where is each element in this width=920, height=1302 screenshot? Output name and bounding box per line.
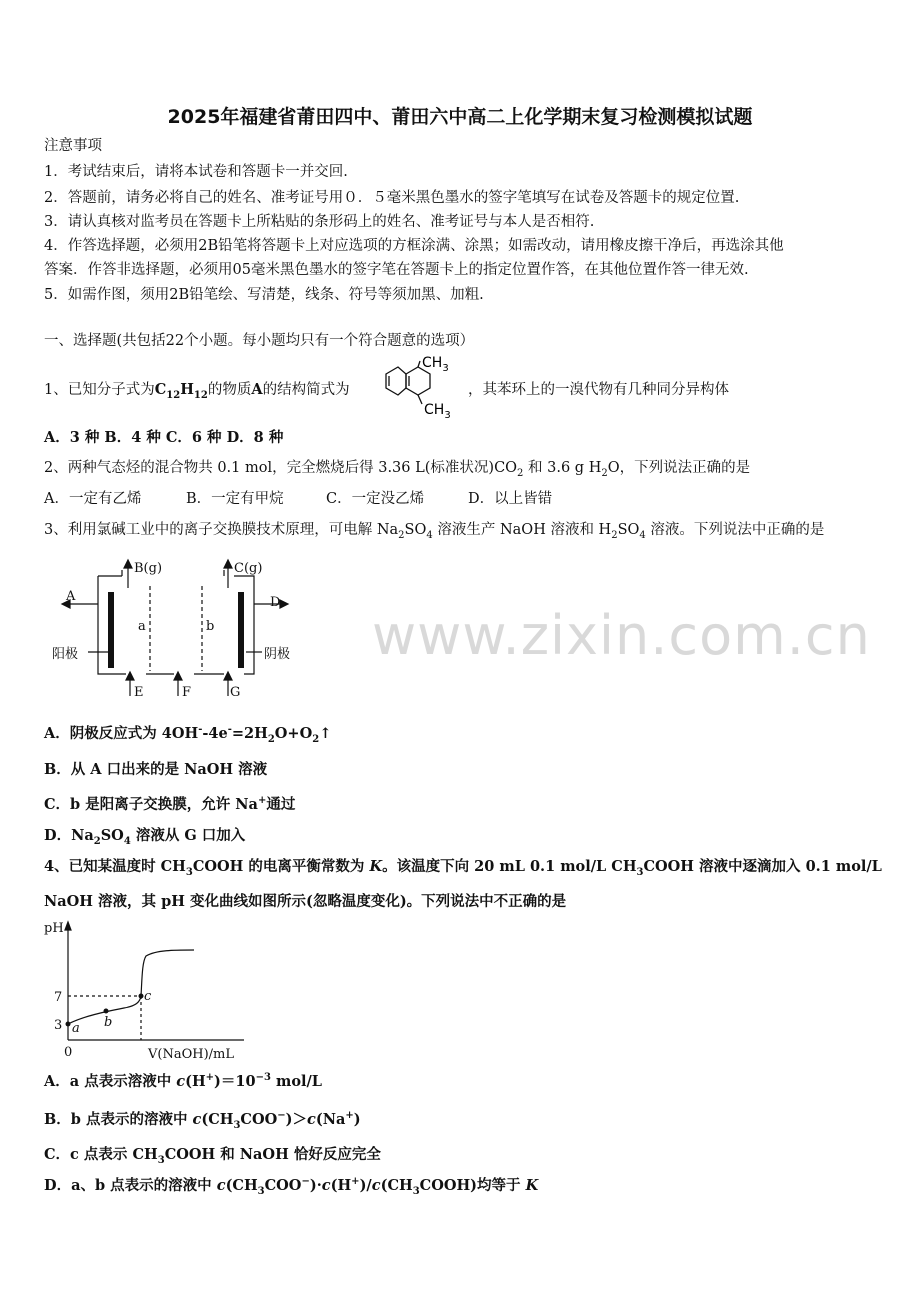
label-b-gas: B(g): [134, 561, 163, 576]
ph-curve: [68, 950, 194, 1024]
q2-option-a: A．一定有乙烯: [44, 491, 142, 507]
y-axis-label: pH: [44, 921, 64, 936]
ph-titration-chart: [44, 920, 254, 1065]
notice-item-4-cont: 答案．作答非选择题，必须用05毫米黑色墨水的签字笔在答题卡上的指定位置作答，在其他位置作答一律无效.: [44, 262, 749, 278]
label-g: G: [230, 685, 241, 700]
label-a: A: [66, 589, 76, 604]
label-d: D: [270, 595, 281, 610]
label-c-gas: C(g): [234, 561, 263, 576]
q2-stem: 2、两种气态烃的混合物共 0.1 mol，完全燃烧后得 3.36 L(标准状况)$CO_2$ 和 3.6 g $H_2O$，下列说法正确的是: [44, 460, 751, 479]
watermark-text: www.zixin.com.cn: [372, 604, 871, 667]
point-b: [104, 1009, 109, 1014]
q1-stem-end: ，其苯环上的一溴代物有几种同分异构体: [468, 382, 729, 398]
label-cathode: 阴极: [264, 647, 291, 662]
q3-option-d: D．$Na_2SO_4$ 溶液从 G 口加入: [44, 827, 246, 847]
electrolysis-cell-diagram: [48, 556, 308, 706]
point-c: [139, 994, 144, 999]
ytick-7: 7: [54, 990, 63, 1005]
mol-methyl-top: $CH_3$: [422, 355, 449, 374]
dimethylnaphthalene-structure: [384, 354, 464, 426]
q4-option-d: D．a、b 点表示的溶液中 $c(CH_3COO^-)\cdot c(H^+)/c(CH_3COOH)$均等于 K: [44, 1176, 539, 1197]
notice-heading: 注意事项: [44, 138, 102, 154]
label-membrane-a: a: [138, 619, 146, 634]
page-title: 2025年福建省莆田四中、莆田六中高二上化学期末复习检测模拟试题: [167, 106, 753, 128]
x-axis-label: V(NaOH)/mL: [148, 1047, 234, 1062]
point-a: [66, 1022, 71, 1027]
q3-option-c: C．b 是阳离子交换膜，允许 Na+通过: [44, 795, 296, 813]
label-e: E: [134, 685, 144, 700]
q3-option-b: B．从 A 口出来的是 NaOH 溶液: [44, 761, 268, 778]
label-anode: 阳极: [52, 647, 79, 662]
label-a-point: a: [72, 1021, 80, 1036]
q4-option-b: B．b 点表示的溶液中 $c(CH_3COO^-)>c(Na^+)$: [44, 1110, 361, 1131]
notice-item-3: 3．请认真核对监考员在答题卡上所粘贴的条形码上的姓名、准考证号与本人是否相符.: [44, 214, 595, 230]
q4-stem-line2: NaOH 溶液，其 pH 变化曲线如图所示(忽略温度变化)。下列说法中不正确的是: [44, 893, 567, 910]
ytick-3: 3: [54, 1018, 63, 1033]
notice-item-1: 1．考试结束后，请将本试卷和答题卡一并交回.: [44, 164, 348, 180]
q2-option-d: D．以上皆错: [468, 491, 553, 507]
notice-item-4: 4．作答选择题，必须用2B铅笔将答题卡上对应选项的方框涂满、涂黑；如需改动，请用橡皮擦干净后，再选涂其他: [44, 238, 784, 254]
q3-stem: 3、利用氯碱工业中的离子交换膜技术原理，可电解 $Na_2SO_4$ 溶液生产 NaOH 溶液和 $H_2SO_4$ 溶液。下列说法中正确的是: [44, 522, 825, 541]
q4-option-c: C．c 点表示 $CH_3COOH$ 和 NaOH 恰好反应完全: [44, 1146, 381, 1166]
anode-electrode: [108, 592, 114, 668]
q3-option-a: A．阴极反应式为 $4OH^--4e^-=2H_2O+O_2↑$: [44, 724, 332, 745]
label-c-point: c: [144, 989, 152, 1004]
mol-methyl-bottom: $CH_3$: [424, 402, 451, 421]
notice-item-5: 5．如需作图，须用2B铅笔绘、写清楚，线条、符号等须加黑、加粗.: [44, 287, 484, 303]
q4-option-a: A．a 点表示溶液中 $c(H^+)=10^{-3}$ mol/L: [44, 1072, 322, 1090]
q2-option-b: B．一定有甲烷: [186, 491, 284, 507]
label-f: F: [182, 685, 192, 700]
origin-label: 0: [64, 1045, 73, 1060]
q1-options: A．3 种 B．4 种 C．6 种 D．8 种: [44, 429, 284, 446]
q4-stem-line1: 4、已知某温度时 $CH_3COOH$ 的电离平衡常数为 K。该温度下向 20 mL 0.1 mol/L $CH_3COOH$ 溶液中逐滴加入 0.1 mol/L: [44, 858, 882, 878]
notice-item-2: 2．答题前，请务必将自己的姓名、准考证号用０．５毫米黑色墨水的签字笔填写在试卷及答题卡的规定位置.: [44, 190, 740, 206]
q2-option-c: C．一定没乙烯: [326, 491, 425, 507]
q1-stem: 1、已知分子式为$C_{12}H_{12}$的物质A的结构简式为: [44, 381, 350, 401]
label-b-point: b: [104, 1015, 113, 1030]
label-membrane-b: b: [206, 619, 215, 634]
cathode-electrode: [238, 592, 244, 668]
section-heading: 一、选择题(共包括22个小题。每小题均只有一个符合题意的选项）: [44, 333, 475, 349]
